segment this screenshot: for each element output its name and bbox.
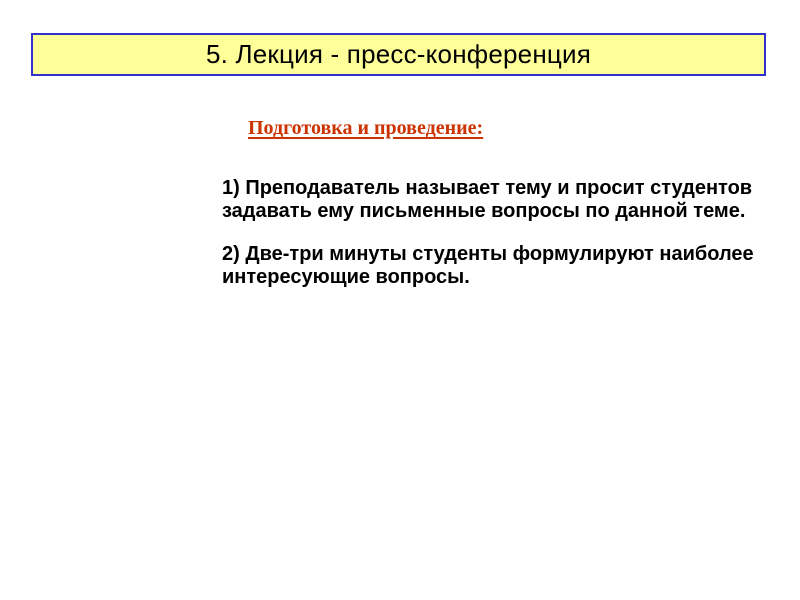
slide-subtitle: Подготовка и проведение: [248,117,484,139]
step-item-1: 1) Преподаватель называет тему и просит студентов задавать ему письменные вопросы по данной теме. [222,177,753,222]
slide-title: 5. Лекция - пресс-конференция [206,39,591,69]
title-banner [31,33,766,76]
steps-list [222,177,762,309]
step-item-2: 2) Две-три минуты студенты формулируют наиболее интересующие вопросы. [222,243,754,288]
